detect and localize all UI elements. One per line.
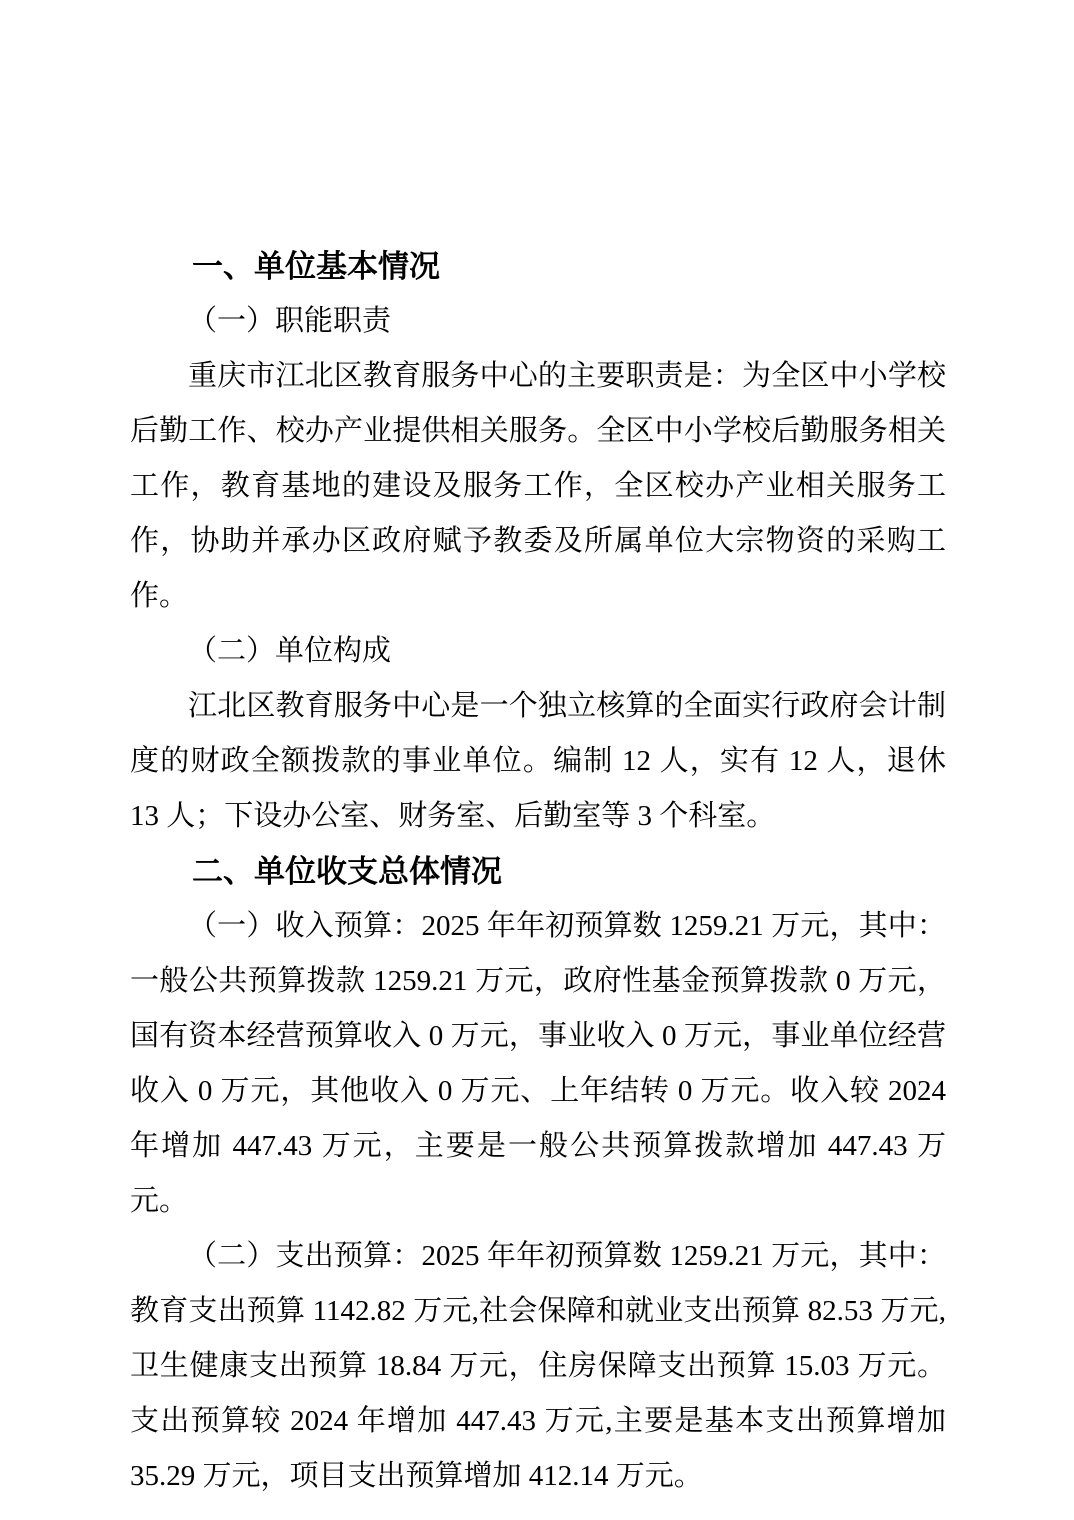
functions-paragraph: 重庆市江北区教育服务中心的主要职责是：为全区中小学校后勤工作、校办产业提供相关服务。全区中小学校后勤服务相关工作，教育基地的建设及服务工作，全区校办产业相关服务工作，协助并承办区政府赋予教委及所属单位大宗物资的采购工作。 — [130, 360, 946, 612]
income-paragraph — [130, 899, 946, 1229]
document-content — [130, 239, 946, 1504]
functions-subheading: （一）职能职责 — [188, 305, 392, 337]
income-label: （一）收入预算： — [188, 910, 422, 942]
composition-paragraph: 江北区教育服务中心是一个独立核算的全面实行政府会计制度的财政全额拨款的事业单位。编制 12 人，实有 12 人，退休 13 人；下设办公室、财务室、后勤室等 3 个科室。 — [130, 690, 946, 832]
expense-label: （二）支出预算： — [188, 1240, 422, 1272]
section-basic-heading: 一、单位基本情况 — [192, 249, 440, 284]
expense-paragraph — [130, 1229, 946, 1504]
income-text: 2025 年年初预算数 1259.21 万元，其中：一般公共预算拨款 1259.21 万元，政府性基金预算拨款 0 万元，国有资本经营预算收入 0 万元，事业收入 0 万元，事业单位经营收入 0 万元，其他收入 0 万元、上年结转 0 万元。收入较 2024 年增加 447.43 万元，主要是一般公共预算拨款增加 447.43 万元。 — [130, 910, 946, 1217]
composition-subheading: （二）单位构成 — [188, 635, 392, 667]
expense-text: 2025 年年初预算数 1259.21 万元，其中：教育支出预算 1142.82 万元,社会保障和就业支出预算 82.53 万元,卫生健康支出预算 18.84 万元，住房保障支出预算 15.03 万元。支出预算较 2024 年增加 447.43 万元,主要是基本支出预算增加 35.29 万元，项目支出预算增加 412.14 万元。 — [130, 1240, 946, 1492]
section-budget-heading: 二、单位收支总体情况 — [192, 854, 502, 889]
